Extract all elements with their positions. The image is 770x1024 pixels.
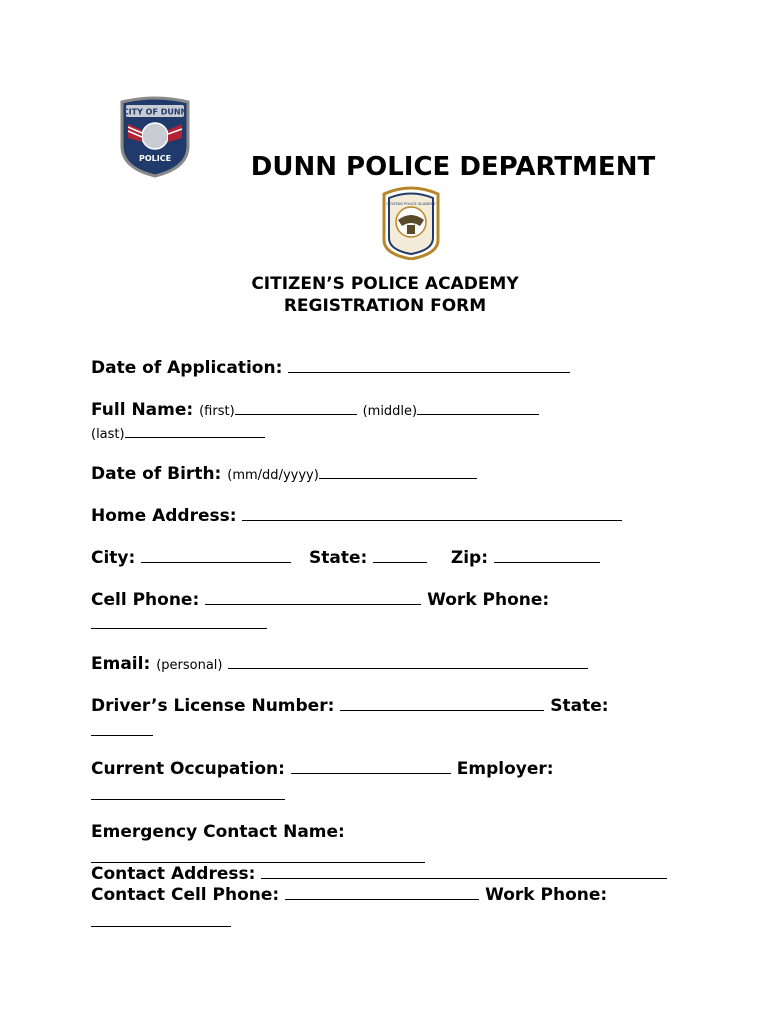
- state-field[interactable]: [373, 548, 427, 563]
- email-label: Email:: [91, 654, 151, 674]
- email-hint: (personal): [156, 658, 223, 673]
- contact-address-label: Contact Address:: [91, 864, 256, 884]
- subtitle-line-2: REGISTRATION FORM: [283, 296, 487, 316]
- dl-state-row: [91, 721, 153, 741]
- employer-row: [91, 785, 285, 805]
- work-phone-label: Work Phone:: [427, 590, 550, 610]
- city-label: City:: [91, 548, 136, 568]
- email-row: [91, 654, 588, 674]
- contact-address-field[interactable]: [261, 864, 667, 879]
- page-title: DUNN POLICE DEPARTMENT: [250, 152, 656, 182]
- date-of-application-field[interactable]: [288, 358, 570, 373]
- current-occupation-field[interactable]: [291, 759, 451, 774]
- date-of-application-row: [91, 358, 570, 378]
- home-address-field[interactable]: [242, 506, 622, 521]
- current-occupation-label: Current Occupation:: [91, 759, 285, 779]
- cell-phone-label: Cell Phone:: [91, 590, 200, 610]
- drivers-license-field[interactable]: [340, 696, 544, 711]
- phone-row: [91, 590, 549, 610]
- dob-hint: (mm/dd/yyyy): [227, 468, 319, 483]
- middle-name-field[interactable]: [417, 400, 539, 415]
- contact-work-phone-field[interactable]: [91, 912, 231, 927]
- emergency-contact-name-row: [91, 822, 345, 842]
- zip-label: Zip:: [450, 548, 489, 568]
- patch-bottom-text: POLICE: [138, 154, 172, 163]
- last-name-field[interactable]: [125, 423, 265, 438]
- contact-address-row: [91, 864, 667, 884]
- employer-label: Employer:: [456, 759, 554, 779]
- work-phone-row: [91, 614, 267, 634]
- patch-top-text: CITY OF DUNN: [122, 107, 188, 117]
- home-address-row: [91, 506, 622, 526]
- city-state-zip-row: [91, 548, 600, 568]
- emergency-contact-name-label: Emergency Contact Name:: [91, 822, 345, 842]
- home-address-label: Home Address:: [91, 506, 237, 526]
- subtitle-line-1: CITIZEN’S POLICE ACADEMY: [251, 274, 519, 294]
- contact-cell-phone-label: Contact Cell Phone:: [91, 885, 280, 905]
- city-field[interactable]: [141, 548, 291, 563]
- drivers-license-label: Driver’s License Number:: [91, 696, 335, 716]
- full-name-label: Full Name:: [91, 400, 194, 420]
- last-name-row: [91, 423, 265, 443]
- drivers-license-row: [91, 696, 609, 716]
- full-name-row: [91, 400, 539, 420]
- seal-text: CITIZENS POLICE ACADEMY: [386, 202, 436, 206]
- email-field[interactable]: [228, 654, 588, 669]
- work-phone-field[interactable]: [91, 614, 267, 629]
- occupation-row: [91, 759, 554, 779]
- first-name-field[interactable]: [235, 400, 357, 415]
- date-of-application-label: Date of Application:: [91, 358, 283, 378]
- date-of-birth-field[interactable]: [319, 464, 477, 479]
- zip-field[interactable]: [494, 548, 600, 563]
- contact-phone-row: [91, 885, 607, 905]
- contact-cell-phone-field[interactable]: [285, 885, 479, 900]
- cell-phone-field[interactable]: [205, 590, 421, 605]
- middle-name-hint: (middle): [362, 404, 418, 419]
- contact-work-phone-label: Work Phone:: [485, 885, 608, 905]
- dl-state-field[interactable]: [91, 721, 153, 736]
- first-name-hint: (first): [199, 404, 235, 419]
- academy-seal-logo: [378, 184, 444, 260]
- last-name-hint: (last): [91, 427, 125, 442]
- state-label: State:: [309, 548, 368, 568]
- employer-field[interactable]: [91, 785, 285, 800]
- date-of-birth-row: [91, 464, 477, 484]
- contact-work-phone-row: [91, 912, 231, 932]
- emergency-contact-name-field[interactable]: [91, 848, 425, 863]
- dl-state-label: State:: [550, 696, 609, 716]
- date-of-birth-label: Date of Birth:: [91, 464, 222, 484]
